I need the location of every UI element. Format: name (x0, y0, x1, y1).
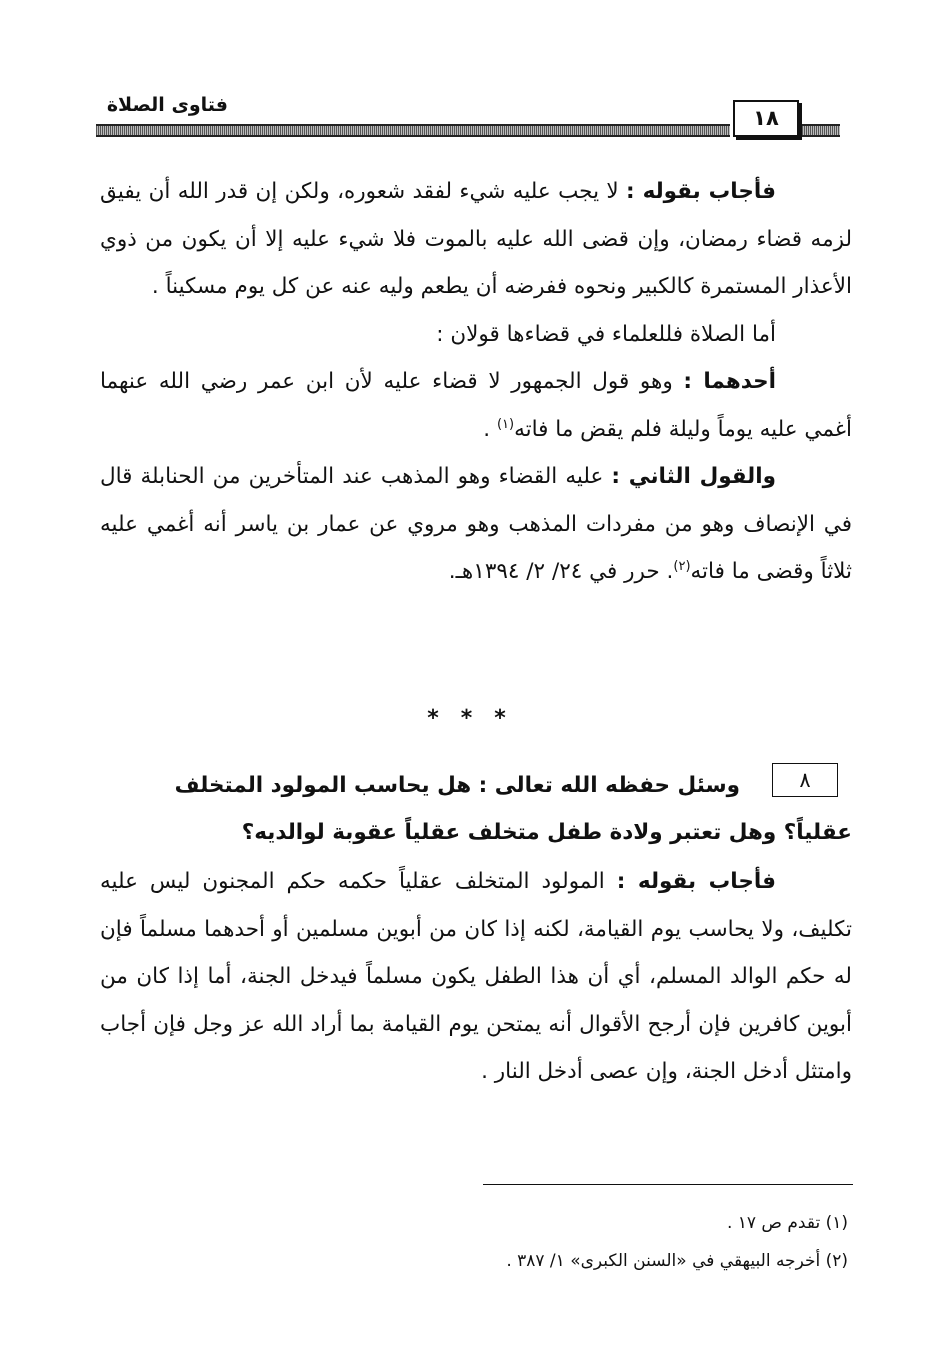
header-rule (96, 124, 730, 137)
answer-two (100, 858, 852, 1096)
opinion-one: أحدهما : وهو قول الجمهور لا قضاء عليه لأن ابن عمر رضي الله عنهما أغمي عليه يوماً وليلة فلم يقض ما فاته$^{(١)}$ . (100, 369, 852, 442)
opinion-two-body: عليه القضاء وهو المذهب عند المتأخرين من الحنابلة قال في الإنصاف وهو من مفردات المذهب وهو مروي عن عمار بن ياسر أنه أغمي عليه ثلاثاً وقضى ما فاته (100, 464, 852, 584)
question-number: ٨ (772, 763, 838, 797)
footnote-2: (٢) أخرجه البيهقي في «السنن الكبرى» ١/ ٣٨٧ . (506, 1251, 848, 1271)
answer-two-lead: فأجاب بقوله : (616, 869, 776, 894)
opinion-one-lead: أحدهما : (683, 369, 777, 394)
header-rule-right (800, 124, 840, 137)
answer-body: لا يجب عليه شيء لفقد شعوره، ولكن إن قدر الله أن يفيق لزمه قضاء رمضان، وإن قضى الله عليه بالموت فلا شيء عليه إلا أن يكون من ذوي الأعذار المستمرة كالكبير ونحوه ففرضه أن يطعم وليه عنه عن كل يوم مسكيناً . (100, 179, 852, 299)
opinion-two (100, 453, 852, 596)
footnote-1: (١) تقدم ص ١٧ . (726, 1213, 848, 1233)
opinion-one-body: وهو قول الجمهور لا قضاء عليه لأن ابن عمر رضي الله عنهما أغمي عليه يوماً وليلة فلم يقض ما فاته (100, 369, 852, 442)
footnote-ref-2[interactable]: (٢) (673, 558, 691, 574)
answer-lead: فأجاب بقوله : (625, 179, 777, 204)
footnotes (300, 1204, 848, 1280)
question-line-1: وسئل حفظه الله تعالى : هل يحاسب المولود المتخلف (174, 773, 740, 798)
opinion-two-lead: والقول الثاني : (611, 464, 776, 489)
date-note: . حرر في ٢٤/ ٢/ ١٣٩٤هـ. (448, 559, 674, 584)
footnote-divider (483, 1184, 853, 1185)
page-number: ١٨ (733, 100, 799, 137)
running-header-title: فتاوى الصلاة (106, 94, 228, 116)
prayer-intro: أما الصلاة فللعلماء في قضاءها قولان : (436, 321, 776, 347)
section-separator: *** (427, 706, 528, 731)
answer-paragraph (100, 168, 852, 311)
main-text (100, 168, 852, 596)
answer-two-body: المولود المتخلف عقلياً حكمه حكم المجنون ليس عليه تكليف، ولا يحاسب يوم القيامة، لكنه إذا كان من أبوين مسلمين أو أحدهما مسلماً فإن له حكم الوالد المسلم، أي أن هذا الطفل يكون مسلماً فيدخل الجنة، أما إذا كان من أبوين كافرين فإن أرجح الأقوال أنه يمتحن يوم القيامة بما أراد الله عز وجل فإن أجاب وامتثل أدخل الجنة، وإن عصى أدخل النار . (100, 869, 852, 1084)
question-line-2: عقلياً؟ وهل تعتبر ولادة طفل متخلف عقلياً عقوبة لوالديه؟ (241, 820, 852, 845)
footnote-ref-1[interactable]: (١) (496, 416, 515, 432)
